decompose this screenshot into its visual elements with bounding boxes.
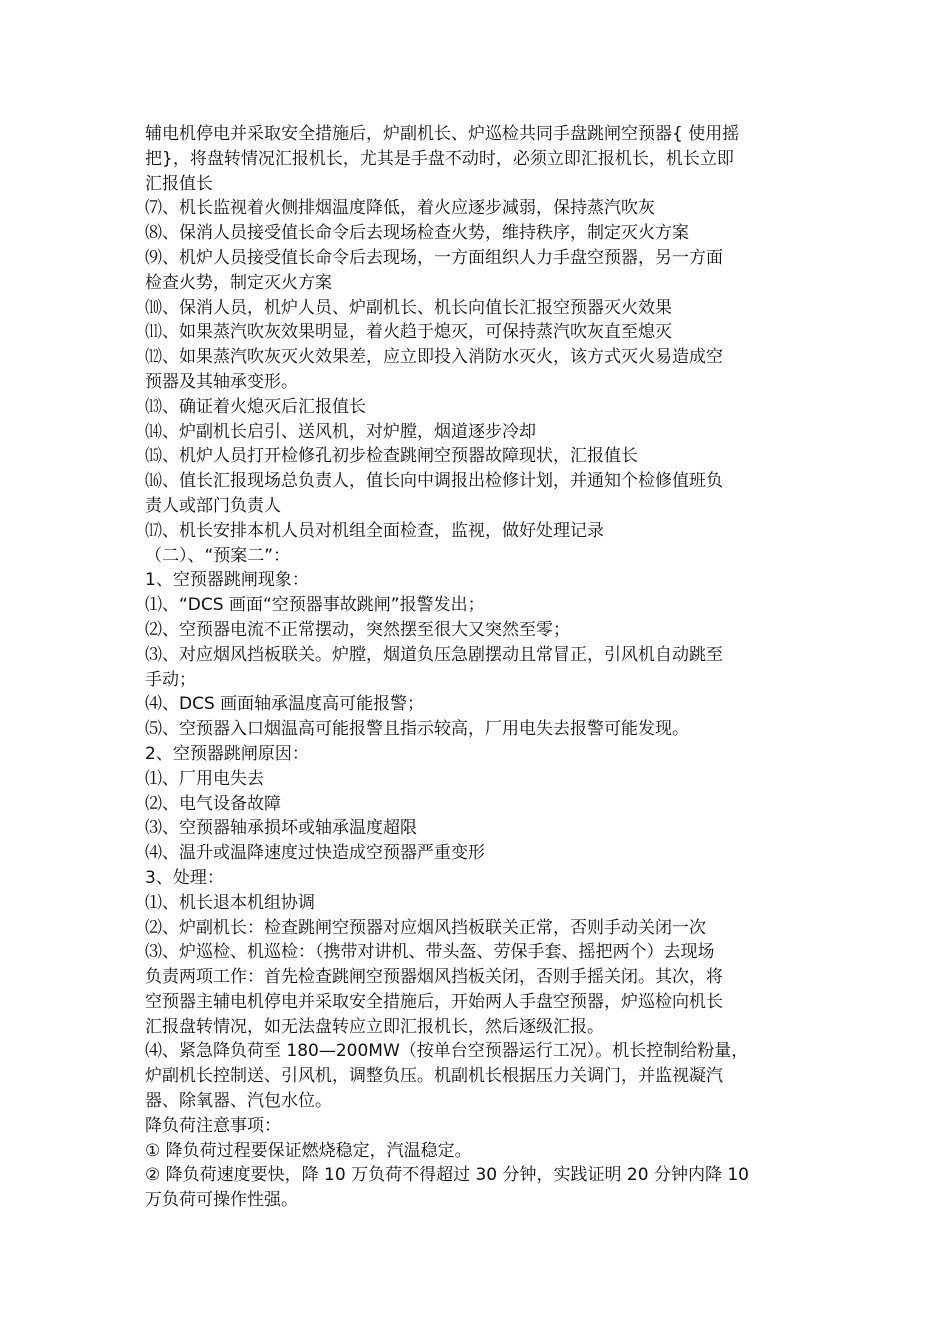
text-line: ⒄、机长安排本机人员对机组全面检查，监视，做好处理记录 bbox=[145, 520, 604, 541]
text-line: ⑴、“DCS 画面“空预器事故跳闸”报警发出； bbox=[145, 595, 485, 616]
text-line: 空预器主辅电机停电并采取安全措施后，开始两人手盘空预器，炉巡检向机长 bbox=[145, 991, 723, 1012]
text-line: ⑷、温升或温降速度过快造成空预器严重变形 bbox=[145, 843, 485, 864]
text-line: ⒀、确证着火熄灭后汇报值长 bbox=[145, 396, 366, 417]
subsection-heading: 降负荷注意事项： bbox=[145, 1115, 281, 1136]
text-line: ⑶、对应烟风挡板联关。炉膛，烟道负压急剧摆动且常冒正，引风机自动跳至 bbox=[145, 644, 723, 665]
document-page bbox=[145, 122, 815, 1213]
text-line: 炉副机长控制送、引风机，调整负压。机副机长根据压力关调门，并监视凝汽 bbox=[145, 1066, 723, 1087]
text-line: ⑴、厂用电失去 bbox=[145, 768, 264, 789]
text-line: 预器及其轴承变形。 bbox=[145, 371, 298, 392]
text-line: ⑼、机炉人员接受值长命令后去现场，一方面组织人力手盘空预器，另一方面 bbox=[145, 247, 723, 268]
subsection-heading: 3、处理： bbox=[145, 867, 224, 888]
subsection-heading: 1、空预器跳闸现象： bbox=[145, 570, 309, 591]
text-line: ⑶、空预器轴承损坏或轴承温度超限 bbox=[145, 818, 417, 839]
text-line: ⑷、紧急降负荷至 180—200MW（按单台空预器运行工况）。机长控制给粉量， bbox=[145, 1041, 749, 1062]
subsection-heading: 2、空预器跳闸原因： bbox=[145, 743, 309, 764]
section-heading: （二）、“预案二”： bbox=[145, 545, 291, 566]
text-line: ⑻、保消人员接受值长命令后去现场检查火势，维持秩序，制定灭火方案 bbox=[145, 223, 689, 244]
text-line: 汇报盘转情况，如无法盘转应立即汇报机长，然后逐级汇报。 bbox=[145, 1016, 604, 1037]
text-line: 责人或部门负责人 bbox=[145, 495, 281, 516]
text-line: ⑾、如果蒸汽吹灰效果明显，着火趋于熄灭，可保持蒸汽吹灰直至熄灭 bbox=[145, 322, 672, 343]
document-body-text bbox=[145, 122, 815, 1213]
text-line: 手动； bbox=[145, 669, 196, 690]
text-line: ⑴、机长退本机组协调 bbox=[145, 892, 315, 913]
text-line: ⑵、电气设备故障 bbox=[145, 793, 281, 814]
text-line: 万负荷可操作性强。 bbox=[145, 1190, 298, 1211]
text-line: ⑵、空预器电流不正常摆动，突然摆至很大又突然至零； bbox=[145, 619, 570, 640]
text-line: 把}，将盘转情况汇报机长，尤其是手盘不动时，必须立即汇报机长，机长立即 bbox=[145, 148, 734, 169]
text-line: ⑸、空预器入口烟温高可能报警且指示较高，厂用电失去报警可能发现。 bbox=[145, 719, 689, 740]
text-line: ⑵、炉副机长：检查跳闸空预器对应烟风挡板联关正常，否则手动关闭一次 bbox=[145, 917, 706, 938]
text-line: ⑶、炉巡检、机巡检：（携带对讲机、带头盔、劳保手套、摇把两个）去现场 bbox=[145, 942, 715, 963]
text-line: 汇报值长 bbox=[145, 173, 213, 194]
text-line: ⒂、机炉人员打开检修孔初步检查跳闸空预器故障现状，汇报值长 bbox=[145, 446, 638, 467]
text-line: ② 降负荷速度要快，降 10 万负荷不得超过 30 分钟，实践证明 20 分钟内降 10 bbox=[145, 1165, 749, 1186]
text-line: 负责两项工作：首先检查跳闸空预器烟风挡板关闭，否则手摇关闭。其次，将 bbox=[145, 967, 723, 988]
text-line: ⑺、机长监视着火侧排烟温度降低，着火应逐步减弱，保持蒸汽吹灰 bbox=[145, 198, 655, 219]
text-line: 器、除氧器、汽包水位。 bbox=[145, 1091, 332, 1112]
text-line: ⑷、DCS 画面轴承温度高可能报警； bbox=[145, 694, 425, 715]
text-line: ⒃、值长汇报现场总负责人，值长向中调报出检修计划，并通知个检修值班负 bbox=[145, 471, 723, 492]
text-line: ⑽、保消人员，机炉人员、炉副机长、机长向值长汇报空预器灭火效果 bbox=[145, 297, 672, 318]
text-line: ⑿、如果蒸汽吹灰灭火效果差，应立即投入消防水灭火，该方式灭火易造成空 bbox=[145, 347, 723, 368]
text-line: 辅电机停电并采取安全措施后，炉副机长、炉巡检共同手盘跳闸空预器{ 使用摇 bbox=[145, 124, 740, 144]
text-line: ⒁、炉副机长启引、送风机，对炉膛，烟道逐步冷却 bbox=[145, 421, 536, 442]
text-line: 检查火势，制定灭火方案 bbox=[145, 272, 332, 293]
text-line: ① 降负荷过程要保证燃烧稳定，汽温稳定。 bbox=[145, 1140, 472, 1161]
